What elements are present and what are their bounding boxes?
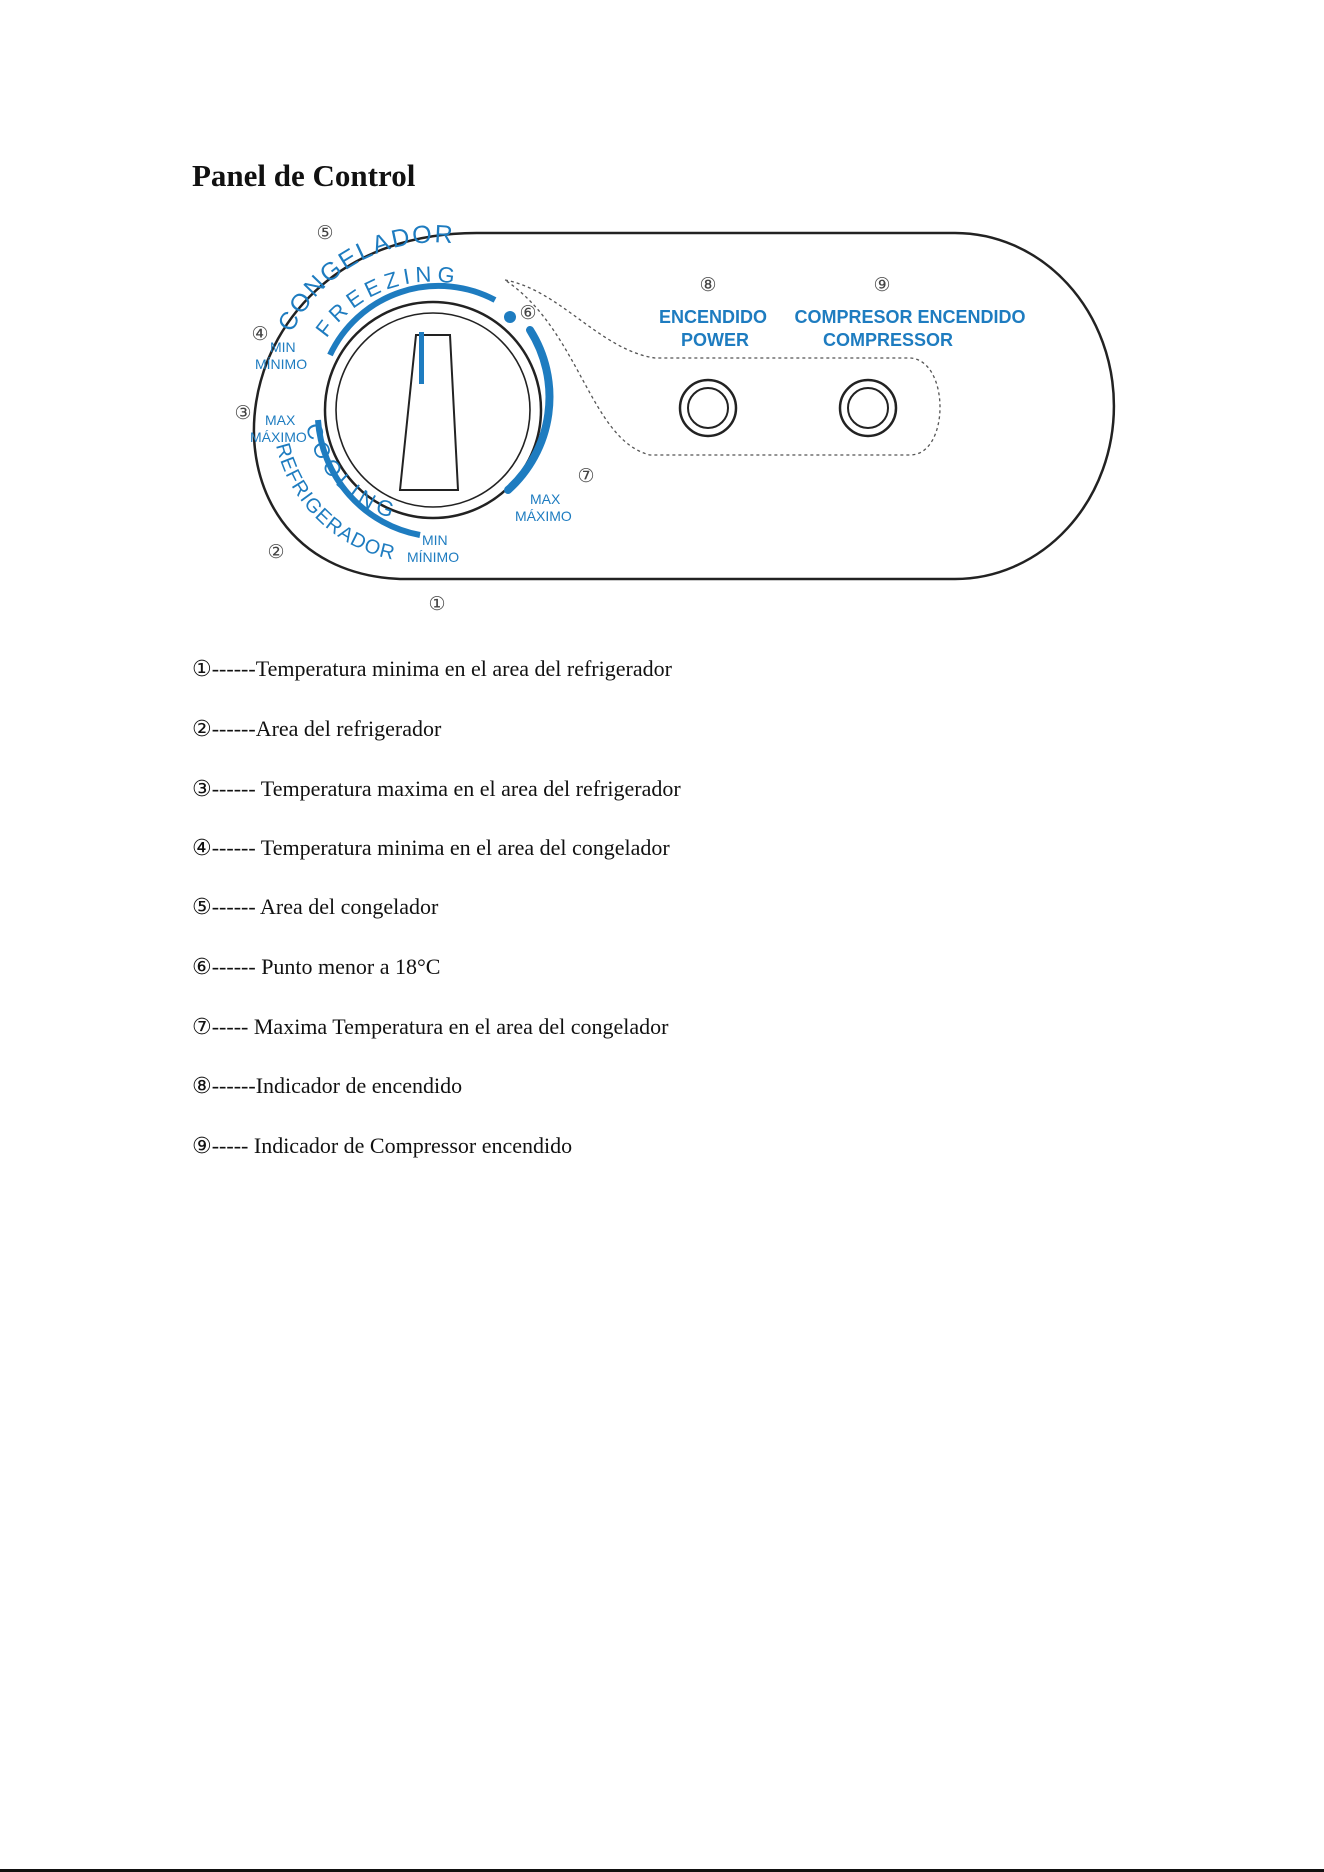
freezer-min-label: MIN bbox=[270, 339, 296, 355]
page-title: Panel de Control bbox=[192, 158, 416, 193]
cooling-min-label: MIN bbox=[422, 532, 448, 548]
legend-item: ⑥------ Punto menor a 18°C bbox=[192, 954, 441, 980]
power-indicator-light bbox=[680, 380, 736, 436]
callout-5: ⑤ bbox=[316, 222, 334, 244]
callout-4: ④ bbox=[251, 323, 269, 345]
control-panel-diagram bbox=[0, 0, 1324, 660]
legend-item: ③------ Temperatura maxima en el area del refrigerador bbox=[192, 776, 681, 802]
freezer-maximo-label: MÁXIMO bbox=[515, 508, 572, 524]
callout-1: ① bbox=[428, 593, 446, 615]
power-label-en: POWER bbox=[680, 330, 750, 350]
legend-item: ④------ Temperatura minima en el area del congelador bbox=[192, 835, 670, 861]
label-freezing: FREEZING bbox=[310, 261, 462, 342]
cooling-max-label: MAX bbox=[265, 412, 296, 428]
legend-item: ⑨----- Indicador de Compressor encendido bbox=[192, 1133, 573, 1159]
dial-pointer bbox=[419, 332, 424, 384]
legend-item: ②------Area del refrigerador bbox=[192, 716, 442, 742]
compressor-indicator-light bbox=[840, 380, 896, 436]
cooling-maximo-label: MÁXIMO bbox=[250, 429, 307, 445]
legend-item: ⑤------ Area del congelador bbox=[192, 894, 439, 920]
callout-9: ⑨ bbox=[873, 274, 891, 296]
callout-3: ③ bbox=[234, 402, 252, 424]
compressor-label-en: COMPRESSOR bbox=[822, 330, 954, 350]
power-label-es: ENCENDIDO bbox=[658, 307, 768, 327]
cooling-minimo-label: MÍNIMO bbox=[407, 549, 460, 565]
compressor-label-es: COMPRESOR ENCENDIDO bbox=[794, 307, 1026, 327]
legend-item: ⑧------Indicador de encendido bbox=[192, 1073, 463, 1099]
callout-7: ⑦ bbox=[577, 465, 595, 487]
label-cooling: COOLING bbox=[300, 420, 403, 525]
callout-8: ⑧ bbox=[699, 274, 717, 296]
legend-item: ⑦----- Maxima Temperatura en el area del congelador bbox=[192, 1014, 669, 1040]
freezer-max-label: MAX bbox=[530, 491, 561, 507]
freezer-minimo-label: MÍNIMO bbox=[255, 356, 308, 372]
below-18c-dot bbox=[504, 311, 516, 323]
callout-6: ⑥ bbox=[519, 302, 537, 324]
legend-item: ①------Temperatura minima en el area del refrigerador bbox=[192, 656, 672, 682]
callout-2: ② bbox=[267, 541, 285, 563]
label-refrigerador: REFRIGERADOR bbox=[271, 440, 398, 565]
label-congelador: CONGELADOR bbox=[272, 220, 456, 337]
